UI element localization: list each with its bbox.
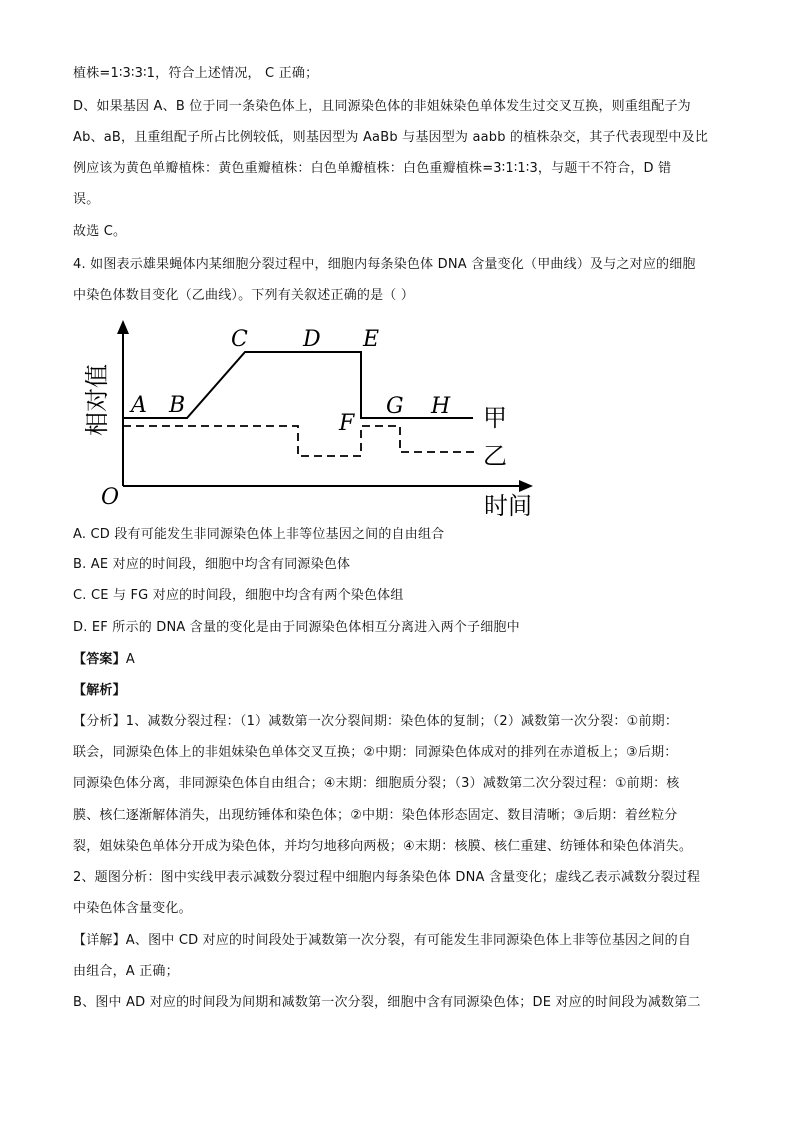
x-axis-arrow — [519, 480, 533, 492]
y-axis-arrow — [117, 320, 129, 334]
point-label-f: F — [339, 411, 355, 436]
analysis-line-7: 中染色体含量变化。 — [73, 901, 192, 916]
analysis-line-4: 膜、核仁逐渐解体消失，出现纺锤体和染色体；②中期：染色体形态固定、数目清晰；③后期：着丝粒分 — [73, 808, 678, 823]
option-d: D. EF 所示的 DNA 含量的变化是由于同源染色体相互分离进入两个子细胞中 — [73, 620, 520, 635]
detail-line-3: B、图中 AD 对应的时间段为间期和减数第一次分裂，细胞中含有同源染色体；DE 对应的时间段为减数第二 — [73, 995, 701, 1010]
detail-line-1: 【详解】A、图中 CD 对应的时间段处于减数第一次分裂，有可能发生非同源染色体上非等位基因之间的自 — [73, 933, 692, 948]
curve-dashed-yi — [123, 426, 478, 456]
point-label-e: E — [363, 327, 380, 352]
curve-label-yi: 乙 — [483, 442, 507, 470]
analysis-label: 【解析】 — [73, 683, 126, 698]
point-label-c: C — [231, 327, 248, 352]
option-b: B. AE 对应的时间段，细胞中均含有同源染色体 — [73, 557, 351, 572]
option-c: C. CE 与 FG 对应的时间段，细胞中均含有两个染色体组 — [73, 588, 404, 603]
question-stem-2: 中染色体数目变化（乙曲线）。下列有关叙述正确的是（ ） — [73, 288, 415, 303]
origin-label: O — [101, 485, 120, 510]
analysis-line-1: 【分析】1、减数分裂过程：（1）减数第一次分裂间期：染色体的复制；（2）减数第一次分裂：①前期： — [73, 714, 679, 729]
analysis-line-3: 同源染色体分离，非同源染色体自由组合；④末期：细胞质分裂；（3）减数第二次分裂过程：①前期：核 — [73, 776, 680, 791]
point-label-h: H — [431, 394, 451, 419]
analysis-line-5: 裂，姐妹染色单体分开成为染色体，并均匀地移向两极；④末期：核膜、核仁重建、纺锤体和染色体消失。 — [73, 839, 693, 854]
option-a: A. CD 段有可能发生非同源染色体上非等位基因之间的自由组合 — [73, 527, 445, 542]
curve-label-jia: 甲 — [483, 404, 507, 432]
graph-figure — [73, 316, 543, 522]
answer-line — [73, 650, 135, 670]
line-6: 故选 C。 — [73, 224, 127, 239]
x-axis-label: 时间 — [484, 492, 532, 520]
point-label-b: B — [169, 393, 186, 418]
answer-value: A — [125, 652, 135, 667]
point-label-d: D — [303, 327, 321, 352]
point-label-g: G — [386, 394, 404, 419]
answer-label: 【答案】 — [73, 652, 126, 667]
analysis-line-6: 2、题图分析：图中实线甲表示减数分裂过程中细胞内每条染色体 DNA 含量变化；虚线乙表示减数分裂过程 — [73, 870, 701, 885]
question-stem: 4. 如图表示雄果蝇体内某细胞分裂过程中，细胞内每条染色体 DNA 含量变化（甲曲线）及与之对应的细胞 — [73, 257, 696, 272]
line-2: D、如果基因 A、B 位于同一条染色体上，且同源染色体的非姐妹染色单体发生过交叉互换，则重组配子为 — [73, 99, 691, 114]
analysis-line-2: 联会，同源染色体上的非姐妹染色单体交叉互换；②中期：同源染色体成对的排列在赤道板上；③后期： — [73, 745, 678, 760]
y-axis-label: 相对值 — [83, 364, 111, 436]
line-3: Ab、aB，且重组配子所占比例较低，则基因型为 AaBb 与基因型为 aabb 的植株杂交，其子代表现型中及比 — [73, 130, 709, 145]
line-5: 误。 — [73, 192, 100, 207]
detail-line-2: 由组合，A 正确； — [73, 964, 179, 979]
line-4: 例应该为黄色单瓣植株：黄色重瓣植株：白色单瓣植株：白色重瓣植株=3∶1∶1∶3，与题干不符合，D 错 — [73, 161, 672, 176]
line-1: 植株=1∶3∶3∶1，符合上述情况， C 正确； — [73, 66, 319, 81]
point-label-a: A — [131, 393, 147, 418]
